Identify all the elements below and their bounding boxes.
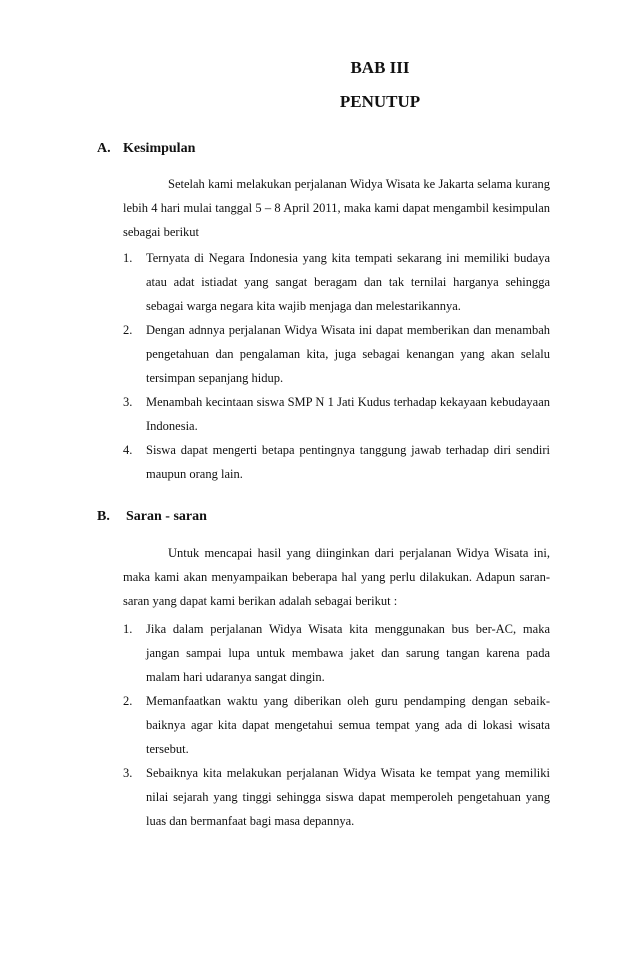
section-a-heading: [97, 141, 195, 157]
section-b-intro: Untuk mencapai hasil yang diinginkan dari perjalanan Widya Wisata ini, maka kami akan menyampaikan beberapa hal yang perlu dilakukan. Adapun saran-saran yang dapat kami berikan adalah sebagai berikut :: [123, 546, 550, 608]
list-item: [123, 438, 550, 486]
list-item-number: 3.: [123, 395, 133, 409]
list-item-text: Memanfaatkan waktu yang diberikan oleh guru pendamping dengan sebaik-baiknya agar kita dapat mengetahui semua tempat yang ada di lokasi wisata tersebut.: [146, 694, 550, 756]
section-a-intro: Setelah kami melakukan perjalanan Widya Wisata ke Jakarta selama kurang lebih 4 hari mulai tanggal 5 – 8 April 2011, maka kami dapat mengambil kesimpulan sebagai berikut: [123, 177, 550, 239]
conclusion-list: [123, 246, 550, 486]
list-item-text: Menambah kecintaan siswa SMP N 1 Jati Kudus terhadap kekayaan kebudayaan Indonesia.: [146, 395, 550, 433]
list-item-number: 1.: [123, 622, 133, 636]
list-item: [123, 761, 550, 833]
list-item: [123, 617, 550, 689]
section-b-heading: [97, 509, 207, 525]
list-item-number: 2.: [123, 323, 133, 337]
section-a-letter: A.: [97, 141, 111, 156]
list-item: [123, 246, 550, 318]
chapter-number: BAB III: [350, 58, 410, 77]
list-item-text: Sebaiknya kita melakukan perjalanan Widya Wisata ke tempat yang memiliki nilai sejarah yang tinggi sehingga siswa dapat memperoleh pengetahuan yang luas dan bermanfaat bagi masa depannya.: [146, 766, 550, 828]
list-item-text: Dengan adnnya perjalanan Widya Wisata ini dapat memberikan dan menambah pengetahuan dan pengalaman kita, juga sebagai kenangan yang akan selalu tersimpan sepanjang hidup.: [146, 323, 550, 385]
list-item: [123, 390, 550, 438]
list-item-number: 3.: [123, 766, 133, 780]
list-item: [123, 689, 550, 761]
chapter-title: PENUTUP: [339, 92, 421, 111]
list-item-text: Ternyata di Negara Indonesia yang kita tempati sekarang ini memiliki budaya atau adat istiadat yang sangat beragam dan tak ternilai harganya sehingga sebagai warga negara kita wajib menjaga dan melestarikannya.: [146, 251, 550, 313]
list-item-number: 2.: [123, 694, 133, 708]
list-item-text: Siswa dapat mengerti betapa pentingnya tanggung jawab terhadap diri sendiri maupun orang lain.: [146, 443, 550, 481]
section-b-title: Saran - saran: [126, 509, 207, 524]
section-a-title: Kesimpulan: [123, 141, 196, 156]
list-item-text: Jika dalam perjalanan Widya Wisata kita menggunakan bus ber-AC, maka jangan sampai lupa untuk membawa jaket dan sarung tangan karena pada malam hari udaranya sangat dingin.: [146, 622, 550, 684]
list-item-number: 4.: [123, 443, 133, 457]
list-item-number: 1.: [123, 251, 133, 265]
suggestion-list: [123, 617, 550, 833]
list-item: [123, 318, 550, 390]
section-b-letter: B.: [97, 509, 110, 524]
